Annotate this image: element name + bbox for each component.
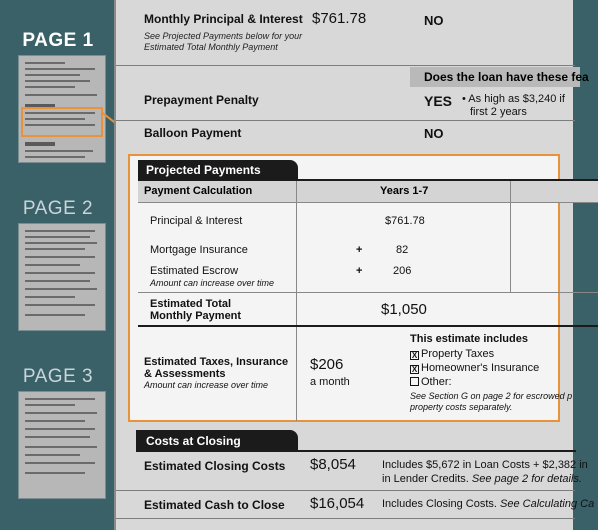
plus-sign: + (356, 244, 363, 256)
closing-costs-detail-1: Includes $5,672 in Loan Costs + $2,382 in (382, 459, 588, 471)
cash-to-close-detail: Includes Closing Costs. See Calculating Ca (382, 498, 595, 510)
payment-calculation-header: Payment Calculation (144, 185, 253, 197)
years-header: Years 1-7 (380, 185, 429, 197)
prepayment-detail-2: first 2 years (470, 106, 527, 118)
taxes-value: $206 (310, 356, 344, 373)
checkbox-homeowners-insurance: X (411, 365, 418, 374)
escrow-value: 206 (393, 265, 412, 277)
see-section-g-note-2: property costs separately. (410, 402, 513, 412)
escrow-label: Estimated Escrow (150, 265, 239, 277)
closing-costs-value: $8,054 (310, 456, 356, 473)
cash-to-close-label: Estimated Cash to Close (144, 498, 285, 512)
page-3-thumbnail[interactable] (18, 391, 106, 499)
escrow-note: Amount can increase over time (150, 278, 275, 288)
principal-value: $761.78 (385, 215, 425, 227)
thumbnail-highlight (21, 107, 103, 137)
property-taxes-option: X Property Taxes (411, 348, 495, 360)
monthly-pi-answer: NO (424, 13, 444, 28)
costs-at-closing-tab: Costs at Closing (136, 430, 298, 450)
divider (116, 490, 575, 491)
monthly-pi-label: Monthly Principal & Interest (144, 12, 303, 26)
row-divider (138, 292, 598, 293)
column-divider (510, 181, 511, 293)
total-label-line-1: Estimated Total (150, 298, 232, 310)
other-option: Other: (410, 376, 452, 388)
balloon-answer: NO (424, 126, 444, 141)
total-monthly-value: $1,050 (381, 301, 427, 318)
divider (116, 518, 575, 519)
page-1-label[interactable]: PAGE 1 (22, 30, 94, 51)
page-3-label[interactable]: PAGE 3 (22, 366, 94, 387)
closing-costs-detail-2: in Lender Credits. See page 2 for details. (382, 473, 582, 485)
balloon-label: Balloon Payment (144, 126, 242, 140)
principal-label: Principal & Interest (150, 215, 243, 227)
mortgage-insurance-label: Mortgage Insurance (150, 244, 248, 256)
prepayment-label: Prepayment Penalty (144, 93, 259, 107)
estimate-includes-label: This estimate includes (410, 333, 528, 345)
taxes-label-line-1: Estimated Taxes, Insurance (144, 356, 289, 368)
prepayment-detail-1: • As high as $3,240 if (462, 93, 565, 105)
page-navigator (0, 0, 112, 530)
checkbox-other (410, 377, 419, 386)
cash-to-close-value: $16,054 (310, 495, 365, 512)
section-rule (136, 450, 576, 452)
taxes-label-line-2: & Assessments (144, 368, 226, 380)
plus-sign: + (356, 265, 363, 277)
homeowners-insurance-option: X Homeowner's Insurance (411, 362, 540, 374)
page-2-thumbnail[interactable] (18, 223, 106, 331)
taxes-period: a month (310, 376, 350, 388)
prepayment-answer: YES (424, 93, 453, 109)
checkbox-property-taxes: X (411, 351, 418, 360)
features-header: Does the loan have these fea (410, 67, 580, 87)
monthly-pi-amount: $761.78 (312, 10, 367, 27)
projected-payments-tab: Projected Payments (138, 160, 298, 180)
closing-costs-label: Estimated Closing Costs (144, 459, 286, 473)
monthly-pi-note: See Projected Payments below for your Estimated Total Monthly Payment (144, 31, 303, 52)
divider (116, 120, 575, 121)
projected-payments-highlight (128, 154, 573, 422)
column-divider (296, 181, 297, 421)
page-2-label[interactable]: PAGE 2 (22, 198, 94, 219)
divider (116, 65, 575, 66)
projected-payments-header (138, 181, 598, 203)
see-section-g-note-1: See Section G on page 2 for escrowed p (410, 391, 573, 401)
taxes-note: Amount can increase over time (144, 380, 269, 390)
row-divider (138, 325, 598, 327)
total-label-line-2: Monthly Payment (150, 310, 242, 322)
mortgage-insurance-value: 82 (396, 244, 409, 256)
